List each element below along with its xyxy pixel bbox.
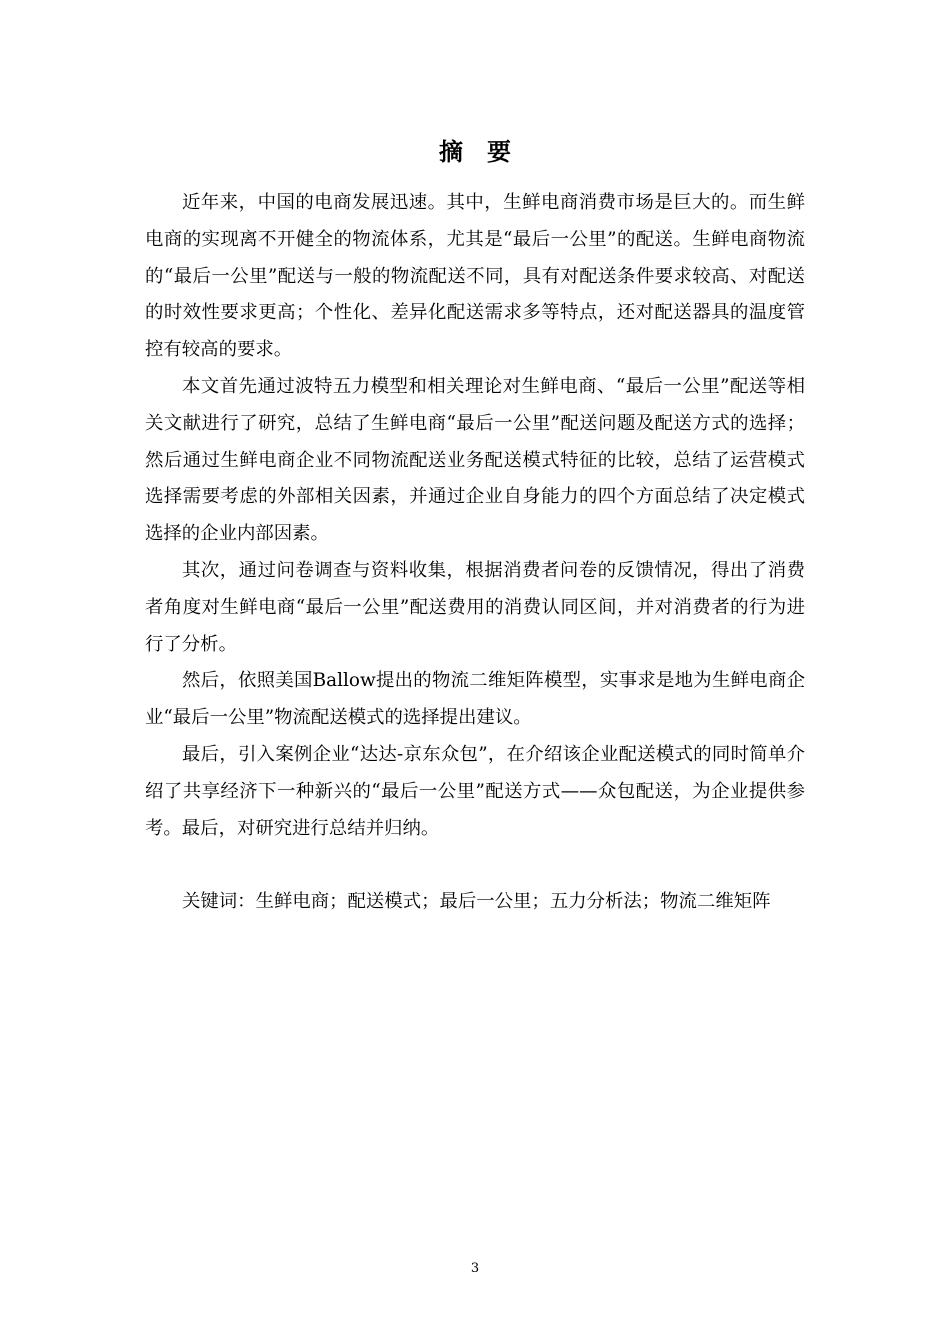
page-number: 3: [470, 1261, 480, 1276]
abstract-paragraph-2: 本文首先通过波特五力模型和相关理论对生鲜电商、“最后一公里”配送等相关文献进行了研究，总结了生鲜电商“最后一公里”配送问题及配送方式的选择；然后通过生鲜电商企业不同物流配送业务配送模式特征的比较，总结了运营模式选择需要考虑的外部相关因素，并通过企业自身能力的四个方面总结了决定模式选择的企业内部因素。: [145, 375, 805, 545]
abstract-title: 摘要: [439, 138, 535, 166]
keywords-line: 关键词：生鲜电商；配送模式；最后一公里；五力分析法；物流二维矩阵: [182, 891, 771, 913]
abstract-paragraph-1: 近年来，中国的电商发展迅速。其中，生鲜电商消费市场是巨大的。而生鲜电商的实现离不开健全的物流体系，尤其是“最后一公里”的配送。生鲜电商物流的“最后一公里”配送与一般的物流配送不同，具有对配送条件要求较高、对配送的时效性要求更高；个性化、差异化配送需求多等特点，还对配送器具的温度管控有较高的要求。: [145, 192, 805, 361]
abstract-paragraph-3: 其次，通过问卷调查与资料收集，根据消费者问卷的反馈情况，得出了消费者角度对生鲜电商“最后一公里”配送费用的消费认同区间，并对消费者的行为进行了分析。: [145, 559, 805, 655]
abstract-body: [145, 185, 805, 921]
abstract-paragraph-4: 然后，依照美国Ballow提出的物流二维矩阵模型，实事求是地为生鲜电商企业“最后一公里”物流配送模式的选择提出建议。: [145, 670, 805, 729]
abstract-paragraph-5: 最后，引入案例企业“达达-京东众包”，在介绍该企业配送模式的同时简单介绍了共享经济下一种新兴的“最后一公里”配送方式——众包配送，为企业提供参考。最后，对研究进行总结并归纳。: [145, 743, 805, 839]
